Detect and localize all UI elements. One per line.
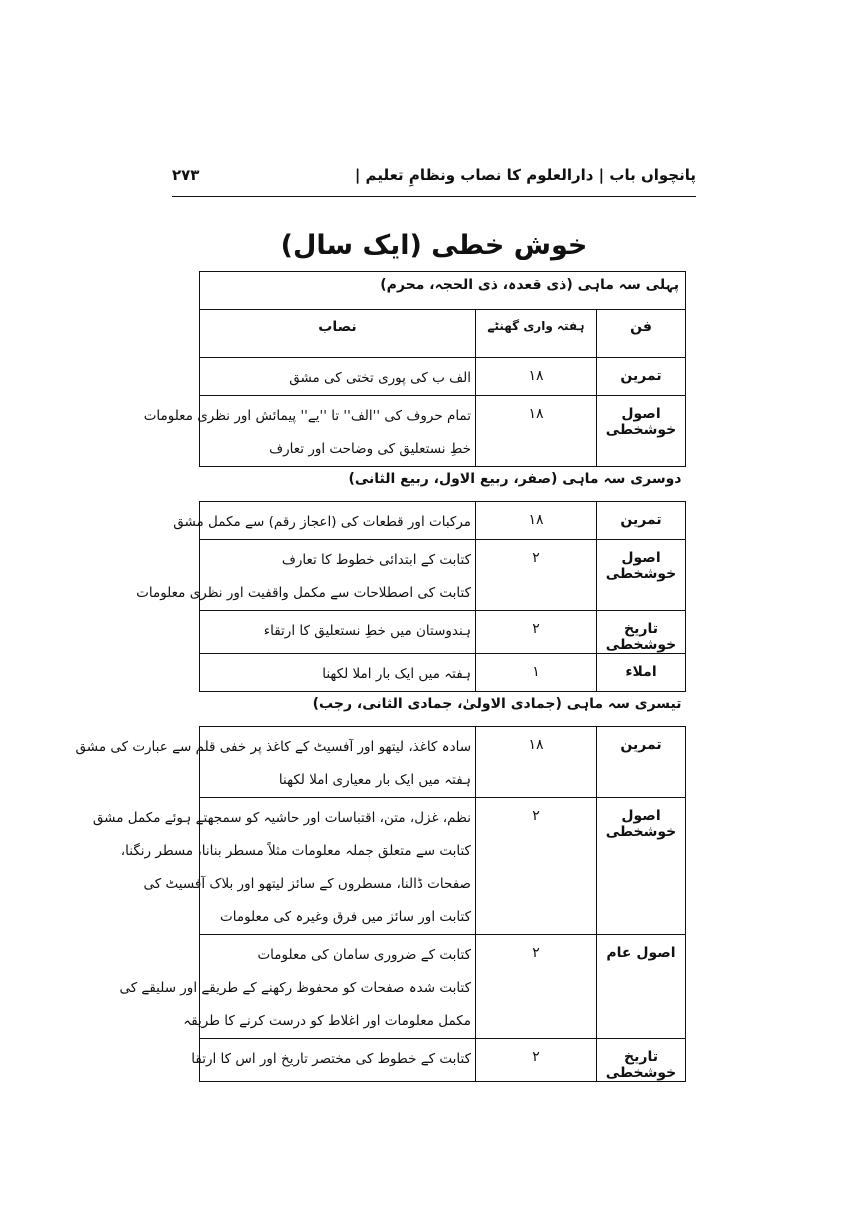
- term-heading-row: [200, 692, 686, 727]
- syllabus-line: ہفتہ میں ایک بار معیاری املا لکھنا: [278, 772, 471, 788]
- hours-cell: ۲: [476, 611, 597, 654]
- term-heading: تیسری سہ ماہی (جمادی الاولیٰ، جمادی الثانی، رجب): [200, 692, 686, 727]
- table-row: [200, 358, 686, 396]
- syllabus-line: مرکبات اور قطعات کی (اعجاز رقم) سے مکمل مشق: [173, 514, 471, 530]
- hours-cell: ۱۸: [476, 396, 597, 467]
- syllabus-cell: [119, 935, 476, 1039]
- table-row: [200, 396, 686, 467]
- term-heading: پہلی سہ ماہی (ذی قعدہ، ذی الحجہ، محرم): [200, 272, 686, 310]
- column-header-subject: فن: [597, 310, 686, 358]
- running-header: [172, 166, 696, 194]
- hours-cell: ۲: [476, 935, 597, 1039]
- syllabus-cell: [173, 502, 476, 540]
- syllabus-cell: [92, 798, 476, 935]
- syllabus-line: کتابت شدہ صفحات کو محفوظ رکھنے کے طریقے اور سلیقے کی: [119, 980, 471, 996]
- table-row: [200, 935, 686, 1039]
- syllabus-line: خطِ نستعلیق کی وضاحت اور تعارف: [269, 441, 471, 457]
- syllabus-line: ہندوستان میں خطِ نستعلیق کا ارتقاء: [263, 623, 471, 639]
- syllabus-cell: [136, 540, 476, 611]
- term-heading-row: [200, 467, 686, 502]
- term-heading: دوسری سہ ماہی (صفر، ربیع الاول، ربیع الثانی): [200, 467, 686, 502]
- syllabus-cell: [191, 1039, 476, 1082]
- hours-cell: ۱۸: [476, 727, 597, 798]
- subject-cell: تاریخ خوشخطی: [597, 611, 686, 654]
- syllabus-line: کتابت سے متعلق جملہ معلومات مثلاً مسطر بنانا، مسطر رنگنا،: [120, 843, 471, 859]
- syllabus-body: [75, 272, 686, 1082]
- hours-cell: ۱: [476, 654, 597, 692]
- syllabus-line: نظم، غزل، متن، اقتباسات اور حاشیہ کو سمجھتے ہوئے مکمل مشق: [92, 810, 471, 826]
- page-number: ۲۷۳: [172, 166, 200, 184]
- table-row: [200, 798, 686, 935]
- subject-cell: تاریخ خوشخطی: [597, 1039, 686, 1082]
- table-row: [200, 1039, 686, 1082]
- syllabus-cell: [143, 396, 476, 467]
- syllabus-line: کتابت کے ضروری سامان کی معلومات: [257, 947, 471, 963]
- subject-cell: تمرین: [597, 358, 686, 396]
- hours-cell: ۲: [476, 1039, 597, 1082]
- hours-cell: ۱۸: [476, 502, 597, 540]
- syllabus-line: کتابت کے ابتدائی خطوط کا تعارف: [281, 552, 471, 568]
- column-header-syllabus: نصاب: [200, 310, 476, 358]
- subject-cell: اصول خوشخطی: [597, 540, 686, 611]
- syllabus-line: مکمل معلومات اور اغلاط کو درست کرنے کا طریقہ: [183, 1013, 471, 1029]
- page-title: خوش خطی (ایک سال): [280, 230, 588, 261]
- syllabus-line: تمام حروف کی ''الف'' تا ''یے'' پیمائش اور نظری معلومات: [143, 408, 471, 424]
- table-row: [200, 540, 686, 611]
- running-title: پانچواں باب | دارالعلوم کا نصاب ونظامِ تعلیم |: [354, 166, 696, 184]
- table-row: [200, 727, 686, 798]
- table-row: [200, 611, 686, 654]
- syllabus-line: کتابت کے خطوط کی مختصر تاریخ اور اس کا ارتقا: [191, 1051, 471, 1067]
- syllabus-line: ہفتہ میں ایک بار املا لکھنا: [322, 666, 471, 682]
- subject-cell: املاء: [597, 654, 686, 692]
- column-header-row: [200, 310, 686, 358]
- syllabus-line: کتابت اور سائز میں فرق وغیرہ کی معلومات: [220, 909, 471, 925]
- subject-cell: تمرین: [597, 727, 686, 798]
- syllabus-cell: [75, 727, 476, 798]
- syllabus-cell: [200, 611, 476, 654]
- syllabus-line: کتابت کی اصطلاحات سے مکمل واقفیت اور نظری معلومات: [136, 585, 471, 601]
- syllabus-line: الف ب کی پوری تختی کی مشق: [289, 370, 471, 386]
- hours-cell: ۲: [476, 798, 597, 935]
- subject-cell: تمرین: [597, 502, 686, 540]
- header-rule: [172, 196, 696, 197]
- hours-cell: ۱۸: [476, 358, 597, 396]
- syllabus-line: سادہ کاغذ، لیتھو اور آفسیٹ کے کاغذ پر خفی قلم سے عبارت کی مشق: [75, 739, 471, 755]
- subject-cell: اصول خوشخطی: [597, 798, 686, 935]
- subject-cell: اصول خوشخطی: [597, 396, 686, 467]
- column-header-hours: ہفتہ واری گھنٹے: [476, 310, 597, 358]
- table-row: [200, 654, 686, 692]
- syllabus-table: [75, 271, 686, 1082]
- syllabus-cell: [200, 654, 476, 692]
- syllabus-cell: [200, 358, 476, 396]
- hours-cell: ۲: [476, 540, 597, 611]
- term-heading-row: [200, 272, 686, 310]
- subject-cell: اصول عام: [597, 935, 686, 1039]
- table-row: [200, 502, 686, 540]
- syllabus-line: صفحات ڈالنا، مسطروں کے سائز لیتھو اور بلاک آفسیٹ کی: [143, 876, 471, 892]
